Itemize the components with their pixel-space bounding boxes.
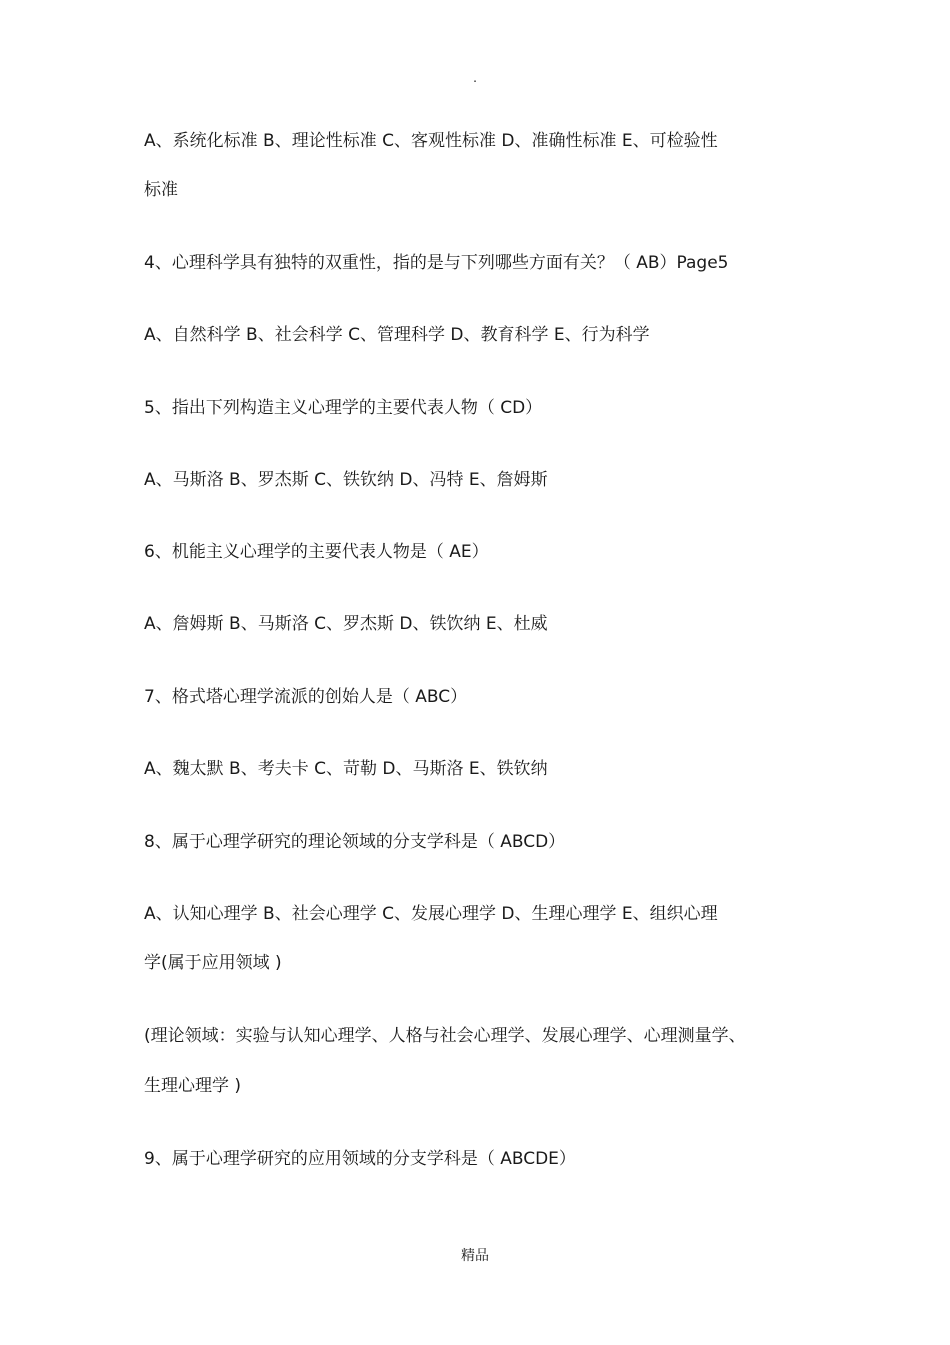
theory-domain-note-line-2: 生理心理学 ) (144, 1076, 242, 1096)
q3-options-line-2: 标准 (144, 180, 178, 200)
q6-options: A、詹姆斯 B、马斯洛 C、罗杰斯 D、铁饮纳 E、杜威 (144, 614, 548, 634)
page-footer: 精品 (461, 1248, 489, 1264)
q8-options-line-2: 学(属于应用领域 ) (144, 953, 282, 973)
question-9: 9、属于心理学研究的应用领域的分支学科是（ ABCDE） (144, 1149, 576, 1169)
page-header-dot: . (473, 71, 477, 85)
q4-options: A、自然科学 B、社会科学 C、管理科学 D、教育科学 E、行为科学 (144, 325, 650, 345)
question-8: 8、属于心理学研究的理论领域的分支学科是（ ABCD） (144, 832, 566, 852)
question-4: 4、心理科学具有独特的双重性，指的是与下列哪些方面有关？（ AB）Page5 (144, 253, 729, 273)
theory-domain-note-line-1: (理论领域：实验与认知心理学、人格与社会心理学、发展心理学、心理测量学、 (144, 1026, 746, 1046)
q3-options-line-1: A、系统化标准 B、理论性标准 C、客观性标准 D、准确性标准 E、可检验性 (144, 131, 718, 151)
question-6: 6、机能主义心理学的主要代表人物是（ AE） (144, 542, 489, 562)
q8-options-line-1: A、认知心理学 B、社会心理学 C、发展心理学 D、生理心理学 E、组织心理 (144, 904, 718, 924)
question-7: 7、格式塔心理学流派的创始人是（ ABC） (144, 687, 468, 707)
question-5: 5、指出下列构造主义心理学的主要代表人物（ CD） (144, 398, 543, 418)
q7-options: A、魏太默 B、考夫卡 C、苛勒 D、马斯洛 E、铁钦纳 (144, 759, 548, 779)
q5-options: A、马斯洛 B、罗杰斯 C、铁钦纳 D、冯特 E、詹姆斯 (144, 470, 548, 490)
